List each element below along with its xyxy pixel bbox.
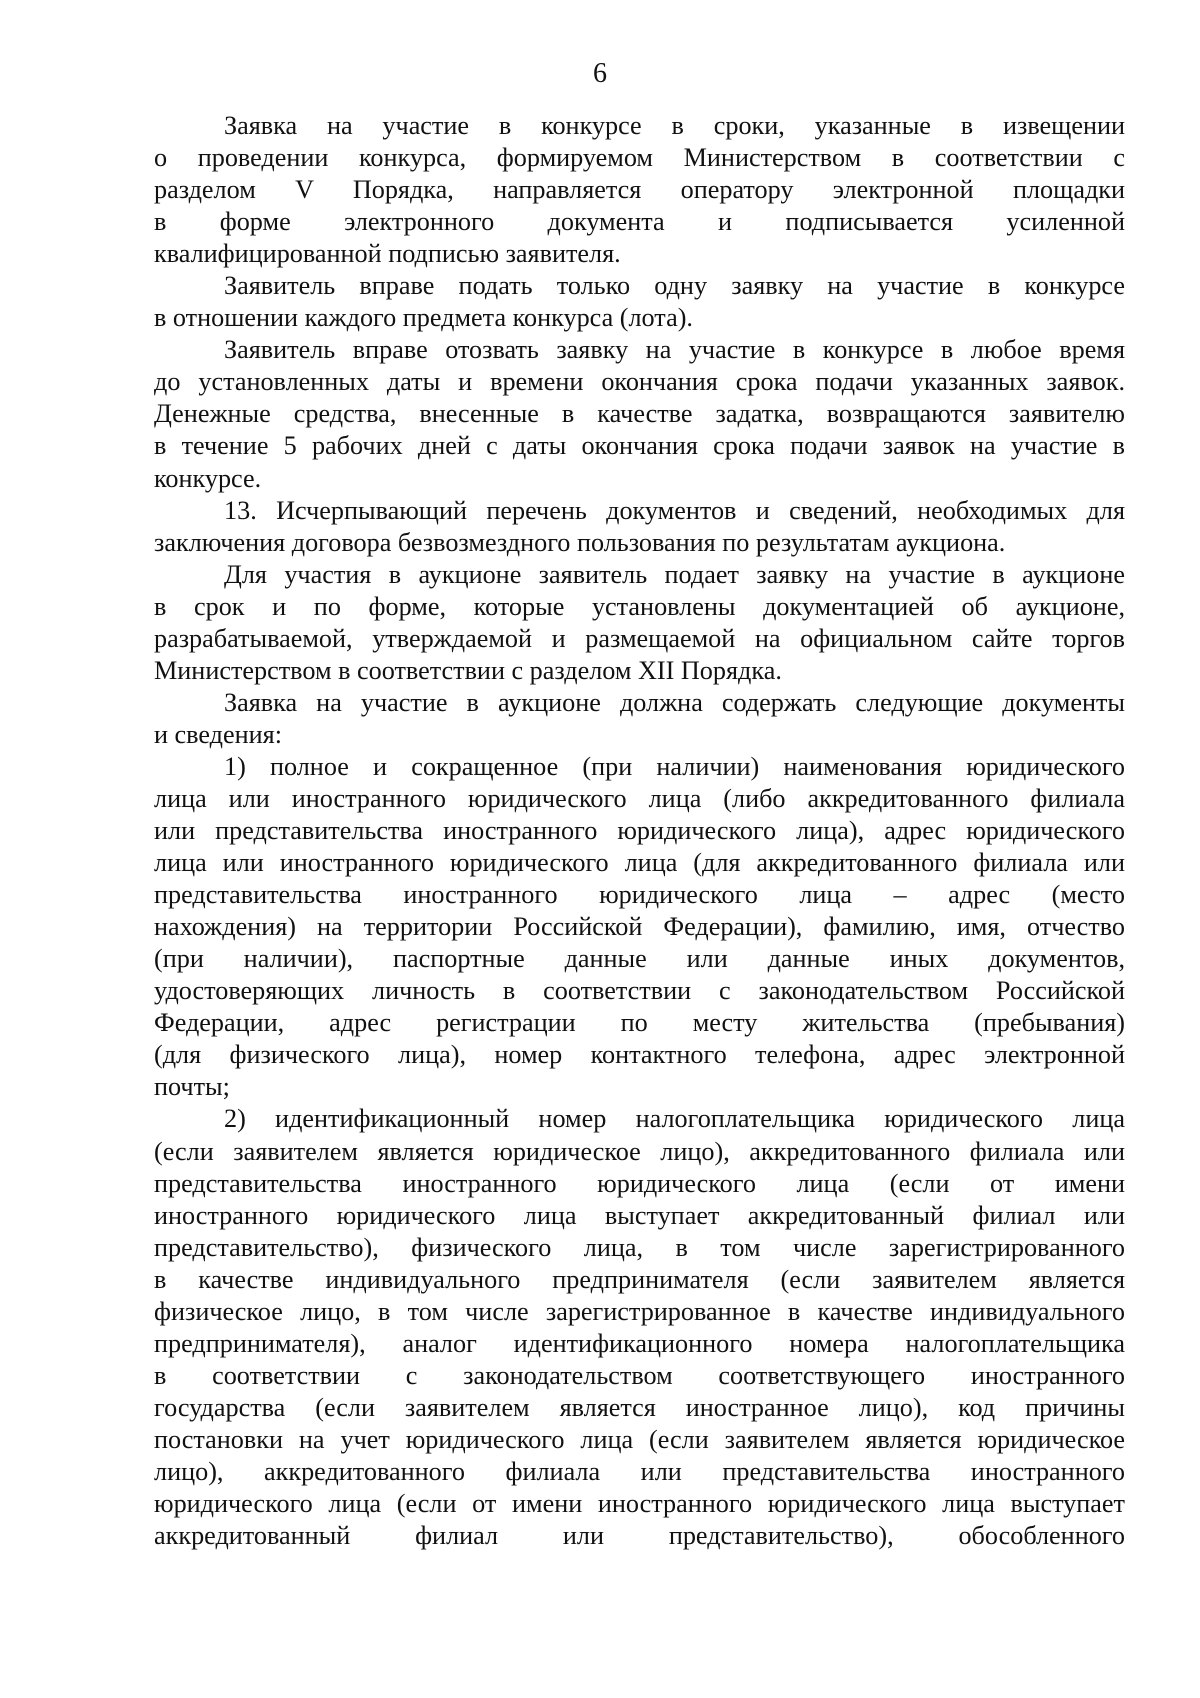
text-line: 13. Исчерпывающий перечень документов и сведений, необходимых для [224,495,1125,525]
text-line: Заявитель вправе отозвать заявку на участие в конкурсе в любое время [224,335,1125,365]
text-line: нахождения) на территории Российской Федерации), фамилию, имя, отчество [154,912,1125,942]
text-line: лицо), аккредитованного филиала или представительства иностранного [154,1456,1125,1486]
text-line: постановки на учет юридического лица (если заявителем является юридическое [154,1424,1125,1454]
text-line: (при наличии), паспортные данные или данные иных документов, [154,944,1125,974]
text-line: (если заявителем является юридическое лицо), аккредитованного филиала или [154,1136,1125,1166]
text-line: разделом V Порядка, направляется оператору электронной площадки [154,175,1125,205]
text-line: Для участия в аукционе заявитель подает заявку на участие в аукционе [224,559,1125,589]
text-line: аккредитованный филиал или представительство), обособленного [154,1521,1125,1551]
text-line: в качестве индивидуального предпринимателя (если заявителем является [154,1264,1125,1294]
paragraph [154,334,1125,494]
text-line: конкурсе. [154,463,262,493]
text-line: квалифицированной подписью заявителя. [154,239,621,269]
text-line: физическое лицо, в том числе зарегистрированное в качестве индивидуального [154,1296,1125,1326]
text-line: до установленных даты и времени окончания срока подачи указанных заявок. [154,367,1125,397]
text-line: и сведения: [154,719,282,749]
text-line: в течение 5 рабочих дней с даты окончания срока подачи заявок на участие в [154,431,1125,461]
text-line: в отношении каждого предмета конкурса (лота). [154,303,693,333]
text-line: разрабатываемой, утверждаемой и размещаемой на официальном сайте торгов [154,623,1125,653]
text-line: Заявка на участие в конкурсе в сроки, указанные в извещении [224,111,1125,140]
paragraph [154,687,1125,751]
text-line: иностранного юридического лица выступает аккредитованный филиал или [154,1200,1125,1230]
text-line: о проведении конкурса, формируемом Министерством в соответствии с [154,143,1125,173]
text-line: представительства иностранного юридического лица (если от имени [154,1168,1125,1198]
paragraph [154,559,1125,687]
text-line: лица или иностранного юридического лица (для аккредитованного филиала или [154,848,1125,878]
text-line: лица или иностранного юридического лица (либо аккредитованного филиала [154,783,1125,813]
text-line: (для физического лица), номер контактного телефона, адрес электронной [154,1040,1125,1070]
text-line: Заявка на участие в аукционе должна содержать следующие документы [224,687,1125,717]
text-line: Министерством в соответствии с разделом XII Порядка. [154,655,782,685]
text-line: предпринимателя), аналог идентификационного номера налогоплательщика [154,1328,1125,1358]
text-line: 1) полное и сокращенное (при наличии) наименования юридического [224,751,1125,781]
text-line: Федерации, адрес регистрации по месту жительства (пребывания) [154,1008,1125,1038]
text-line: 2) идентификационный номер налогоплательщика юридического лица [224,1104,1125,1134]
paragraph [154,270,1125,334]
text-line: в форме электронного документа и подписывается усиленной [154,207,1125,237]
text-line: в срок и по форме, которые установлены документацией об аукционе, [154,591,1125,621]
paragraph [154,110,1125,270]
text-line: государства (если заявителем является иностранное лицо), код причины [154,1392,1125,1422]
text-line: представительства иностранного юридического лица – адрес (место [154,880,1125,910]
text-line: почты; [154,1072,230,1102]
text-line: заключения договора безвозмездного пользования по результатам аукциона. [154,527,1006,557]
text-line: Заявитель вправе подать только одну заявку на участие в конкурсе [224,271,1125,301]
paragraph [154,495,1125,559]
text-line: в соответствии с законодательством соответствующего иностранного [154,1360,1125,1390]
text-line: юридического лица (если от имени иностранного юридического лица выступает [154,1489,1125,1519]
page-number: 6 [593,58,607,89]
paragraph [154,751,1125,1104]
text-line: удостоверяющих личность в соответствии с законодательством Российской [154,976,1125,1006]
paragraph [154,1103,1125,1552]
text-line: или представительства иностранного юридического лица), адрес юридического [154,816,1125,846]
text-line: Денежные средства, внесенные в качестве задатка, возвращаются заявителю [154,399,1125,429]
text-line: представительство), физического лица, в том числе зарегистрированного [154,1232,1125,1262]
document-body [154,110,1125,1552]
